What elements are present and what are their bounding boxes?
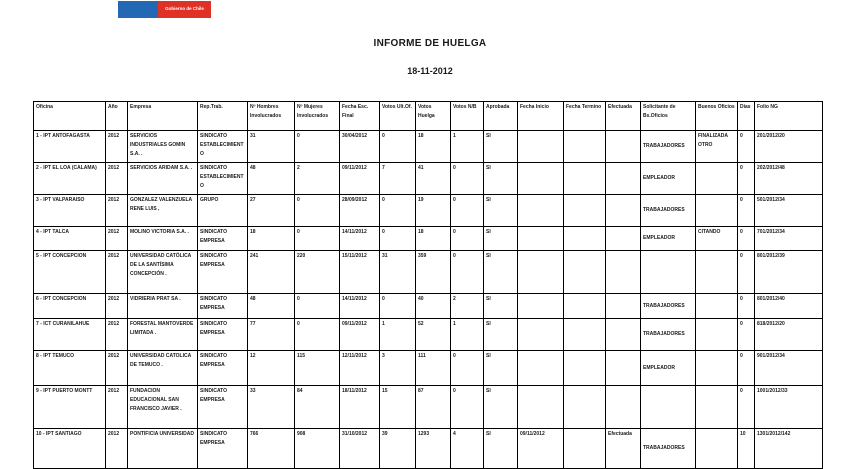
table-cell: SI: [484, 319, 518, 351]
table-cell: 2012: [106, 227, 128, 251]
report-date: 18-11-2012: [407, 66, 453, 76]
column-header: Año: [106, 102, 128, 131]
table-cell: PONTIFICIA UNIVERSIDAD: [128, 429, 198, 469]
table-cell: 39: [380, 429, 416, 469]
table-cell: 0: [738, 163, 755, 195]
table-cell: SINDICATO EMPRESA: [198, 386, 248, 429]
table-cell: 31: [248, 131, 295, 163]
table-cell: 6 - IPT CONCEPCION: [34, 294, 106, 319]
table-cell: 52: [416, 319, 451, 351]
table-cell: 0: [738, 227, 755, 251]
column-header: Días: [738, 102, 755, 131]
table-cell: 0: [295, 294, 340, 319]
table-cell: 0: [295, 195, 340, 227]
table-cell: [696, 429, 738, 469]
column-header: Folio NG: [755, 102, 823, 131]
table-cell: SINDICATO ESTABLECIMIENTO: [198, 131, 248, 163]
table-cell: SI: [484, 131, 518, 163]
gobierno-de-chile-logo: [118, 1, 211, 18]
table-cell: [518, 319, 564, 351]
column-header: Votos Huelga: [416, 102, 451, 131]
table-cell: SI: [484, 251, 518, 294]
table-cell: 766: [248, 429, 295, 469]
table-row: [34, 227, 823, 251]
table-cell: 111: [416, 351, 451, 386]
column-header: Efectuada: [606, 102, 641, 131]
table-cell: 359: [416, 251, 451, 294]
table-cell: [641, 386, 696, 429]
table-cell: 5 - IPT CONCEPCION: [34, 251, 106, 294]
table-row: [34, 386, 823, 429]
table-cell: 2012: [106, 386, 128, 429]
table-cell: GONZALEZ VALENZUELA RENE LUIS ,: [128, 195, 198, 227]
table-cell: 1: [451, 319, 484, 351]
table-cell: 0: [738, 131, 755, 163]
column-header: Fecha Termino: [564, 102, 606, 131]
table-cell: 0: [738, 251, 755, 294]
table-row: [34, 319, 823, 351]
table-cell: 0: [295, 131, 340, 163]
table-cell: 1 - IPT ANTOFAGASTA: [34, 131, 106, 163]
column-header: Buenos Oficios: [696, 102, 738, 131]
table-row: [34, 351, 823, 386]
table-cell: 0: [380, 227, 416, 251]
table-cell: [641, 251, 696, 294]
table-cell: SI: [484, 163, 518, 195]
table-cell: 1: [380, 319, 416, 351]
table-cell: 0: [451, 351, 484, 386]
table-cell: UNIVERSIDAD CATOLICA DE TEMUCO .: [128, 351, 198, 386]
table-cell: 09/11/2012: [340, 319, 380, 351]
table-cell: [518, 163, 564, 195]
table-cell: EMPLEADOR: [641, 163, 696, 195]
table-cell: SINDICATO EMPRESA: [198, 227, 248, 251]
table-cell: UNIVERSIDAD CATÓLICA DE LA SANTÍSIMA CONCEPCIÓN .: [128, 251, 198, 294]
table-cell: 8 - IPT TEMUCO: [34, 351, 106, 386]
table-cell: SERVICIOS INDUSTRIALES GOMIN S.A. .: [128, 131, 198, 163]
table-cell: 2012: [106, 251, 128, 294]
table-header: [34, 102, 823, 131]
table-cell: [696, 294, 738, 319]
table-cell: 27: [248, 195, 295, 227]
table-cell: [606, 163, 641, 195]
table-cell: 10 - IPT SANTIAGO: [34, 429, 106, 469]
table-cell: GRUPO: [198, 195, 248, 227]
table-cell: 0: [295, 227, 340, 251]
table-cell: EMPLEADOR: [641, 227, 696, 251]
table-cell: SI: [484, 429, 518, 469]
table-cell: [564, 429, 606, 469]
table-cell: 7 - ICT CURANILAHUE: [34, 319, 106, 351]
table-cell: [606, 195, 641, 227]
table-cell: 0: [451, 195, 484, 227]
table-cell: 12/11/2012: [340, 351, 380, 386]
table-cell: 41: [416, 163, 451, 195]
column-header: Solicitante de Bs.Oficios: [641, 102, 696, 131]
table-cell: TRABAJADORES: [641, 319, 696, 351]
table-cell: 28/09/2012: [340, 195, 380, 227]
table-cell: [606, 294, 641, 319]
table-cell: [518, 251, 564, 294]
table-cell: 40: [416, 294, 451, 319]
table-cell: 2012: [106, 131, 128, 163]
table-cell: 87: [416, 386, 451, 429]
table-cell: Efectuada: [606, 429, 641, 469]
table-cell: VIDRIERIA PRAT SA .: [128, 294, 198, 319]
column-header: Fecha Inicio: [518, 102, 564, 131]
logo-blue-block: [118, 1, 158, 18]
column-header: Fecha Esc. Final: [340, 102, 380, 131]
logo-red-block: [158, 1, 211, 18]
table-cell: [696, 351, 738, 386]
table-cell: [564, 227, 606, 251]
table-cell: 9 - IPT PUERTO MONTT: [34, 386, 106, 429]
table-cell: [564, 251, 606, 294]
table-cell: 0: [451, 163, 484, 195]
table-cell: 19: [416, 195, 451, 227]
column-header: Aprobada: [484, 102, 518, 131]
table-cell: 30/04/2012: [340, 131, 380, 163]
table-cell: SINDICATO EMPRESA: [198, 251, 248, 294]
table-cell: 31/10/2012: [340, 429, 380, 469]
table-cell: 801/2012/40: [755, 294, 823, 319]
table-cell: 908: [295, 429, 340, 469]
table-cell: FUNDACION EDUCACIONAL SAN FRANCISCO JAVIER .: [128, 386, 198, 429]
table-body: [34, 131, 823, 469]
table-cell: 15/11/2012: [340, 251, 380, 294]
table-row: [34, 294, 823, 319]
table-cell: [606, 131, 641, 163]
table-cell: 48: [248, 163, 295, 195]
report-header: [0, 38, 860, 76]
table-cell: [696, 319, 738, 351]
table-cell: 2 - IPT EL LOA (CALAMA): [34, 163, 106, 195]
table-cell: TRABAJADORES: [641, 294, 696, 319]
table-cell: SI: [484, 386, 518, 429]
table-cell: [606, 351, 641, 386]
table-cell: SI: [484, 227, 518, 251]
column-header: Votos Ult.Of.: [380, 102, 416, 131]
table-cell: MOLINO VICTORIA S.A. .: [128, 227, 198, 251]
table-cell: 31: [380, 251, 416, 294]
logo-text: Gobierno de Chile: [165, 6, 204, 12]
table-cell: FINALIZADA OTRO: [696, 131, 738, 163]
table-cell: 0: [738, 386, 755, 429]
table-cell: [606, 227, 641, 251]
table-cell: 4: [451, 429, 484, 469]
table-cell: [696, 251, 738, 294]
table-cell: [696, 163, 738, 195]
table-cell: 501/2012/34: [755, 195, 823, 227]
table-header-row: [34, 102, 823, 131]
table-cell: 1293: [416, 429, 451, 469]
table-cell: 0: [295, 319, 340, 351]
table-cell: [606, 386, 641, 429]
table-cell: 84: [295, 386, 340, 429]
table-cell: [518, 294, 564, 319]
table-row: [34, 429, 823, 469]
table-cell: SINDICATO EMPRESA: [198, 351, 248, 386]
table-cell: [564, 163, 606, 195]
table-cell: 2012: [106, 195, 128, 227]
table-cell: FORESTAL MANTOVERDE LIMITADA .: [128, 319, 198, 351]
table-cell: 7: [380, 163, 416, 195]
table-cell: 0: [738, 319, 755, 351]
table-cell: 901/2012/34: [755, 351, 823, 386]
table-cell: 115: [295, 351, 340, 386]
table-cell: 2012: [106, 294, 128, 319]
table-cell: 0: [451, 227, 484, 251]
table-cell: [606, 251, 641, 294]
table-cell: 09/11/2012: [518, 429, 564, 469]
table-cell: 0: [738, 195, 755, 227]
table-cell: 202/2012/48: [755, 163, 823, 195]
table-cell: [518, 131, 564, 163]
table-cell: [606, 319, 641, 351]
table-cell: 12: [248, 351, 295, 386]
table-row: [34, 163, 823, 195]
table-cell: 1301/2012/142: [755, 429, 823, 469]
table-cell: [564, 294, 606, 319]
table-row: [34, 131, 823, 163]
table-cell: SERVICIOS ARIDAM S.A. .: [128, 163, 198, 195]
strike-report-table: [33, 101, 823, 469]
table-cell: 18: [248, 227, 295, 251]
table-cell: 2: [295, 163, 340, 195]
table-cell: SINDICATO EMPRESA: [198, 429, 248, 469]
table-cell: SINDICATO EMPRESA: [198, 294, 248, 319]
table-cell: 241: [248, 251, 295, 294]
table-cell: SINDICATO ESTABLECIMIENTO: [198, 163, 248, 195]
table-cell: 0: [380, 294, 416, 319]
table-cell: [518, 386, 564, 429]
table-cell: [518, 195, 564, 227]
table-cell: 2012: [106, 429, 128, 469]
table-cell: 14/11/2012: [340, 227, 380, 251]
table-cell: 14/11/2012: [340, 294, 380, 319]
table-cell: [564, 386, 606, 429]
table-cell: 220: [295, 251, 340, 294]
table-row: [34, 251, 823, 294]
table-cell: 0: [380, 131, 416, 163]
table-cell: 3: [380, 351, 416, 386]
table-cell: [564, 131, 606, 163]
column-header: Empresa: [128, 102, 198, 131]
table-cell: 2012: [106, 351, 128, 386]
table-cell: CITANDO: [696, 227, 738, 251]
table-cell: 48: [248, 294, 295, 319]
table-cell: 2: [451, 294, 484, 319]
table-cell: 0: [451, 251, 484, 294]
table-cell: TRABAJADORES: [641, 195, 696, 227]
table-cell: 18: [416, 131, 451, 163]
table-cell: [564, 351, 606, 386]
table-row: [34, 195, 823, 227]
table-cell: 18/11/2012: [340, 386, 380, 429]
table-cell: 201/2012/20: [755, 131, 823, 163]
table-cell: [564, 319, 606, 351]
table-cell: 77: [248, 319, 295, 351]
column-header: Nº Mujeres Involucrados: [295, 102, 340, 131]
table-cell: SI: [484, 351, 518, 386]
table-cell: 18: [416, 227, 451, 251]
table-cell: TRABAJADORES: [641, 131, 696, 163]
table-cell: [696, 195, 738, 227]
table-cell: 0: [738, 294, 755, 319]
table-cell: SINDICATO EMPRESA: [198, 319, 248, 351]
table-cell: 0: [451, 386, 484, 429]
table-cell: [696, 386, 738, 429]
column-header: Oficina: [34, 102, 106, 131]
table-cell: 1: [451, 131, 484, 163]
table-cell: 0: [380, 195, 416, 227]
table-cell: SI: [484, 294, 518, 319]
column-header: Votos N/B: [451, 102, 484, 131]
report-title: INFORME DE HUELGA: [373, 38, 487, 49]
table-cell: 2012: [106, 163, 128, 195]
column-header: Rep.Trab.: [198, 102, 248, 131]
table-cell: [564, 195, 606, 227]
table-cell: 4 - IPT TALCA: [34, 227, 106, 251]
table-cell: 3 - IPT VALPARAISO: [34, 195, 106, 227]
table-cell: 818/2012/20: [755, 319, 823, 351]
table-cell: 0: [738, 351, 755, 386]
table-cell: 33: [248, 386, 295, 429]
table-cell: [518, 351, 564, 386]
table-cell: 10: [738, 429, 755, 469]
table-cell: EMPLEADOR: [641, 351, 696, 386]
column-header: Nº Hombres Involucrados: [248, 102, 295, 131]
table-cell: SI: [484, 195, 518, 227]
table-cell: [518, 227, 564, 251]
table-cell: 1001/2012/33: [755, 386, 823, 429]
table-cell: 701/2012/34: [755, 227, 823, 251]
table-cell: 15: [380, 386, 416, 429]
table-cell: TRABAJADORES: [641, 429, 696, 469]
table-cell: 2012: [106, 319, 128, 351]
table-cell: 801/2012/39: [755, 251, 823, 294]
table-cell: 09/11/2012: [340, 163, 380, 195]
